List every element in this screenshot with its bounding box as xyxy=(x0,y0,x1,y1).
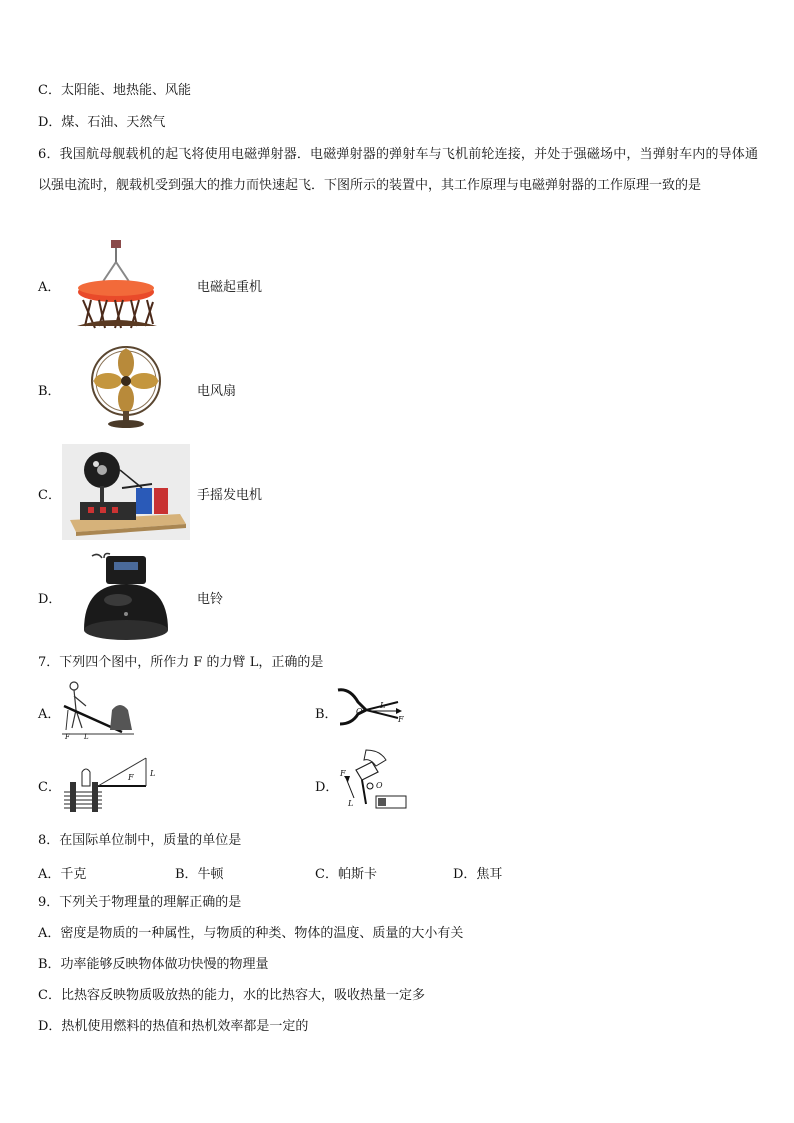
q5-option-c: C．太阳能、地热能、风能 xyxy=(38,83,191,98)
q9-option-b: B．功率能够反映物体做功快慢的物理量 xyxy=(38,957,269,972)
q7a-arm-label: L xyxy=(84,733,89,740)
pedal-lever-icon xyxy=(336,748,410,820)
q8-stem: 8．在国际单位制中，质量的单位是 xyxy=(38,833,242,848)
q8-option-a: A．千克 xyxy=(38,867,87,882)
q7-option-b-letter: B． xyxy=(315,707,338,722)
q9-option-c: C．比热容反映物质吸放热的能力，水的比热容大，吸收热量一定多 xyxy=(38,988,425,1003)
q6-option-d-label: 电铃 xyxy=(197,592,224,607)
q6-option-c-letter: C． xyxy=(38,488,61,503)
scissors-lever-icon xyxy=(336,684,408,740)
hand-crank-generator-icon xyxy=(62,444,190,544)
q6-option-d-letter: D． xyxy=(38,592,62,607)
q7-option-c-letter: C． xyxy=(38,780,61,795)
q6-stem: 6．我国航母舰载机的起飞将使用电磁弹射器．电磁弹射器的弹射车与飞机前轮连接，并处于强磁场中，当弹射车内的导体通以强电流时，舰载机受到强大的推力而快速起飞．下图所示的装置中，其工作原理与电磁弹射器的工作原理一致的是 xyxy=(38,147,758,193)
drawbridge-lever-icon xyxy=(62,752,158,820)
q7-option-d-letter: D． xyxy=(315,780,339,795)
q7b-pivot-label: O xyxy=(356,707,363,716)
q9-stem: 9．下列关于物理量的理解正确的是 xyxy=(38,895,242,910)
electromagnetic-crane-icon xyxy=(75,238,185,334)
q6-option-b-letter: B． xyxy=(38,384,61,399)
q7d-force-label: F xyxy=(340,769,346,778)
q8-option-d: D．焦耳 xyxy=(453,867,503,882)
electric-fan-icon xyxy=(80,345,180,433)
electric-bell-icon xyxy=(78,550,174,650)
q8-option-b: B．牛顿 xyxy=(175,867,224,882)
q6-option-a-label: 电磁起重机 xyxy=(197,280,263,295)
q7-option-a-letter: A． xyxy=(38,707,61,722)
q6-option-b-label: 电风扇 xyxy=(197,384,237,399)
q7c-force-label: F xyxy=(128,773,134,782)
q7b-arm-label: L xyxy=(380,701,386,710)
q7d-pivot-label: O xyxy=(376,781,383,790)
q8-option-c: C．帕斯卡 xyxy=(315,867,377,882)
q9-option-d: D．热机使用燃料的热值和热机效率都是一定的 xyxy=(38,1019,309,1034)
q5-option-d: D．煤、石油、天然气 xyxy=(38,115,166,130)
q6-option-a-letter: A． xyxy=(38,280,61,295)
q7b-force-label: F xyxy=(398,715,404,724)
q7-stem: 7．下列四个图中，所作力 F 的力臂 L，正确的是 xyxy=(38,655,324,670)
q9-option-a: A．密度是物质的一种属性，与物质的种类、物体的温度、质量的大小有关 xyxy=(38,926,464,941)
q7a-force-label: F xyxy=(65,733,70,740)
crowbar-lever-icon xyxy=(62,680,134,744)
q6-option-c-label: 手摇发电机 xyxy=(197,488,263,503)
q7d-arm-label: L xyxy=(348,799,354,808)
q7c-arm-label: L xyxy=(150,769,156,778)
